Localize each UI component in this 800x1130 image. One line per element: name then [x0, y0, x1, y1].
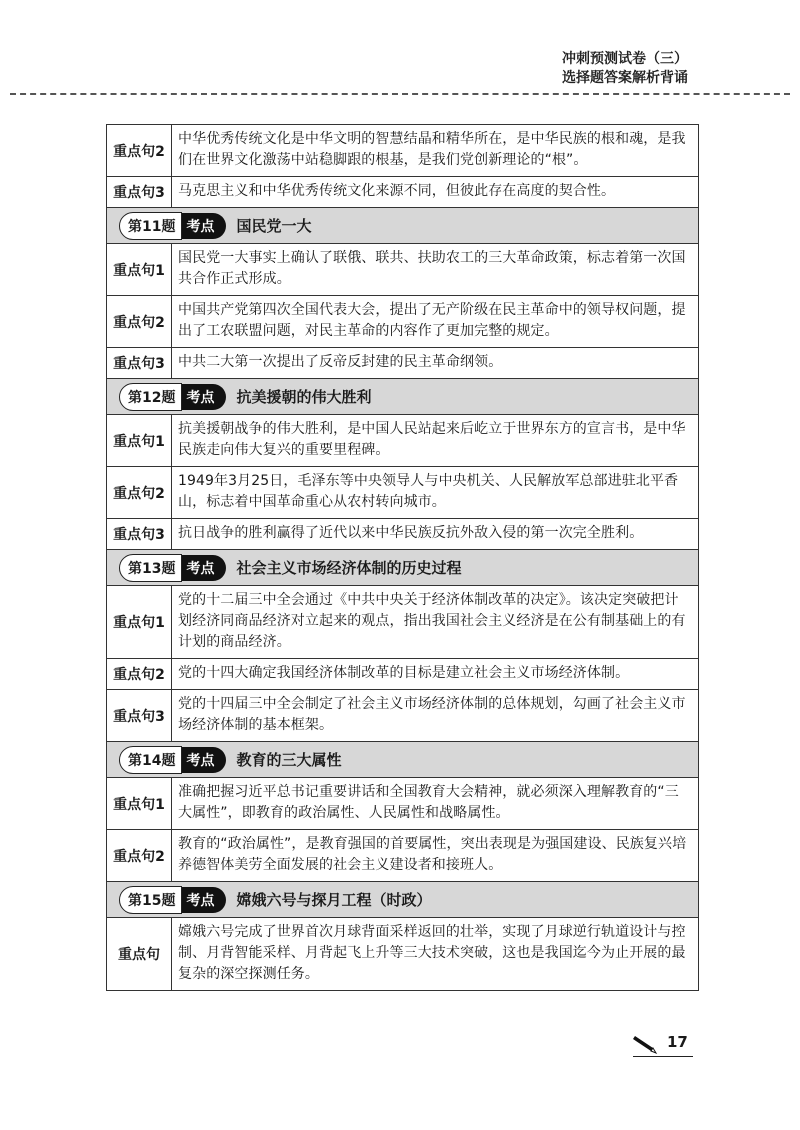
key-sentence-row: [107, 778, 698, 830]
key-sentence-text: 中华优秀传统文化是中华文明的智慧结晶和精华所在，是中华民族的根和魂，是我们在世界文化激荡中站稳脚跟的根基，是我们党创新理论的“根”。: [178, 131, 686, 168]
key-sentence-label: 重点句1: [107, 586, 172, 658]
exam-point-topic: 抗美援朝的伟大胜利: [236, 388, 372, 406]
exam-point-tag: 考点: [176, 213, 226, 239]
key-sentence-row: [107, 296, 698, 348]
question-number: 第11题: [119, 212, 182, 240]
key-sentence-text: 准确把握习近平总书记重要讲话和全国教育大会精神，就必须深入理解教育的“三大属性”，即教育的政治属性、人民属性和战略属性。: [178, 784, 679, 821]
key-sentence-label: 重点句1: [107, 415, 172, 466]
key-sentence-row: [107, 519, 698, 550]
exam-point-topic: 国民党一大: [236, 217, 312, 235]
key-sentence-text: 中共二大第一次提出了反帝反封建的民主革命纲领。: [178, 354, 503, 370]
key-sentence-row: [107, 415, 698, 467]
key-sentence-text: 党的十四大确定我国经济体制改革的目标是建立社会主义市场经济体制。: [178, 665, 630, 681]
header-title: 冲刺预测试卷（三）: [562, 51, 688, 67]
key-sentence-row: [107, 244, 698, 296]
header-divider: [10, 93, 790, 95]
key-sentence-text: 1949年3月25日，毛泽东等中央领导人与中央机关、人民解放军总部进驻北平香山，标志着中国革命重心从农村转向城市。: [178, 473, 679, 510]
key-sentence-text: 抗美援朝战争的伟大胜利，是中国人民站起来后屹立于世界东方的宣言书，是中华民族走向伟大复兴的重要里程碑。: [178, 421, 686, 458]
question-number: 第14题: [119, 746, 182, 774]
question-header-13: [107, 550, 698, 586]
key-sentence-row: [107, 690, 698, 742]
key-sentence-row: [107, 586, 698, 659]
question-number: 第15题: [119, 886, 182, 914]
key-sentence-text: 教育的“政治属性”，是教育强国的首要属性，突出表现是为强国建设、民族复兴培养德智体美劳全面发展的社会主义建设者和接班人。: [178, 836, 687, 873]
key-sentence-text: 国民党一大事实上确认了联俄、联共、扶助农工的三大革命政策，标志着第一次国共合作正式形成。: [178, 250, 686, 287]
key-sentence-text: 党的十四届三中全会制定了社会主义市场经济体制的总体规划，勾画了社会主义市场经济体制的基本框架。: [178, 696, 686, 733]
key-sentence-label: 重点句3: [107, 177, 172, 207]
key-sentence-row: [107, 659, 698, 690]
key-sentence-row: [107, 918, 698, 991]
question-number: 第12题: [119, 383, 182, 411]
question-header-14: [107, 742, 698, 778]
exam-point-tag: 考点: [176, 887, 226, 913]
key-sentence-label: 重点句2: [107, 659, 172, 689]
key-sentence-label: 重点句3: [107, 690, 172, 741]
key-sentence-label: 重点句3: [107, 348, 172, 378]
answer-table: [106, 124, 699, 991]
key-sentence-label: 重点句2: [107, 467, 172, 518]
exam-point-tag: 考点: [176, 384, 226, 410]
exam-point-topic: 社会主义市场经济体制的历史过程: [236, 559, 462, 577]
key-sentence-label: 重点句: [107, 918, 172, 990]
key-sentence-row: [107, 467, 698, 519]
key-sentence-row: [107, 125, 698, 177]
key-sentence-text: 嫦娥六号完成了世界首次月球背面采样返回的壮举，实现了月球逆行轨道设计与控制、月背智能采样、月背起飞上升等三大技术突破，这也是我国迄今为止开展的最复杂的深空探测任务。: [178, 924, 686, 982]
key-sentence-label: 重点句1: [107, 244, 172, 295]
page-footer: [633, 1032, 693, 1057]
key-sentence-label: 重点句1: [107, 778, 172, 829]
exam-point-topic: 嫦娥六号与探月工程（时政）: [236, 891, 432, 909]
key-sentence-row: [107, 830, 698, 882]
question-header-12: [107, 379, 698, 415]
key-sentence-label: 重点句2: [107, 125, 172, 176]
key-sentence-row: [107, 177, 698, 208]
page-number: 17: [667, 1033, 688, 1051]
key-sentence-label: 重点句2: [107, 296, 172, 347]
question-header-11: [107, 208, 698, 244]
key-sentence-text: 抗日战争的胜利赢得了近代以来中华民族反抗外敌入侵的第一次完全胜利。: [178, 525, 644, 541]
question-number: 第13题: [119, 554, 182, 582]
question-header-15: [107, 882, 698, 918]
key-sentence-text: 中国共产党第四次全国代表大会，提出了无产阶级在民主革命中的领导权问题，提出了工农联盟问题，对民主革命的内容作了更加完整的规定。: [178, 302, 686, 339]
key-sentence-label: 重点句3: [107, 519, 172, 549]
key-sentence-row: [107, 348, 698, 379]
key-sentence-label: 重点句2: [107, 830, 172, 881]
pencil-icon: [633, 1034, 661, 1058]
key-sentence-text: 马克思主义和中华优秀传统文化来源不同，但彼此存在高度的契合性。: [178, 183, 616, 199]
exam-point-tag: 考点: [176, 747, 226, 773]
exam-point-topic: 教育的三大属性: [236, 751, 342, 769]
header-subtitle: 选择题答案解析背诵: [562, 70, 688, 86]
exam-point-tag: 考点: [176, 555, 226, 581]
key-sentence-text: 党的十二届三中全会通过《中共中央关于经济体制改革的决定》。该决定突破把计划经济同商品经济对立起来的观点，指出我国社会主义经济是在公有制基础上的有计划的商品经济。: [178, 592, 686, 650]
page-header: [562, 50, 688, 88]
